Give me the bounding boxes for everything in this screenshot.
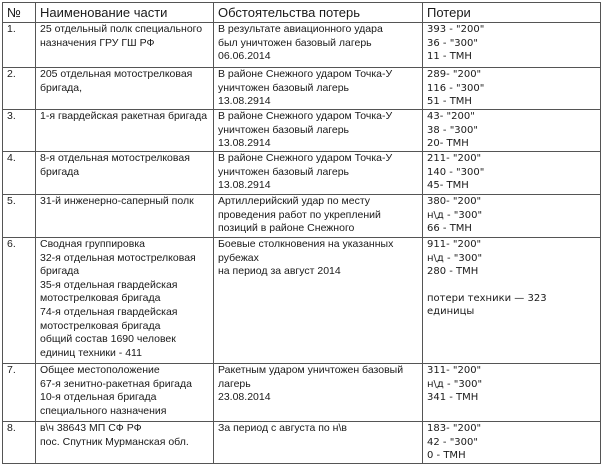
row-number: 5.: [3, 195, 36, 238]
unit-name: 25 отдельный полк специального назначения ГРУ ГШ РФ: [36, 23, 214, 68]
losses: [423, 238, 601, 364]
circumstances: В районе Снежного ударом Точка-У уничтожен базовый лагерь 13.08.2914: [214, 110, 423, 152]
header-num: №: [3, 3, 36, 23]
losses: [423, 422, 601, 464]
row-number: 7.: [3, 364, 36, 422]
circumstances: Ракетным ударом уничтожен базовый лагерь 23.08.2014: [214, 364, 423, 422]
losses: [423, 152, 601, 195]
losses-text: 380- "200" н\д - "300" 66 - ТМН: [427, 196, 483, 235]
table-row: [3, 422, 601, 464]
losses: [423, 68, 601, 110]
circumstances: В районе Снежного ударом Точка-У уничтожен базовый лагерь 13.08.2914: [214, 68, 423, 110]
row-number: 1.: [3, 23, 36, 68]
circumstances: В районе Снежного ударом Точка-У уничтожен базовый лагерь 13.08.2914: [214, 152, 423, 195]
equipment-loss-note: потери техники — 323 единицы: [427, 292, 547, 318]
unit-name: 1-я гвардейская ракетная бригада: [36, 110, 214, 152]
header-losses: Потери: [423, 3, 601, 23]
row-number: 3.: [3, 110, 36, 152]
circumstances: Артиллерийский удар по месту проведения работ по укреплений позиций в районе Снежного: [214, 195, 423, 238]
table-row: [3, 152, 601, 195]
header-row: [3, 3, 601, 23]
unit-name: 8-я отдельная мотострелковая бригада: [36, 152, 214, 195]
losses-text: 311- "200" н\д - "300" 341 - ТМН: [427, 365, 483, 404]
unit-name: 205 отдельная мотострелковая бригада,: [36, 68, 214, 110]
losses-text: 911- "200" н\д - "300" 280 - ТМН: [427, 239, 483, 278]
losses: [423, 23, 601, 68]
table-row: [3, 110, 601, 152]
circumstances: За период с августа по н\в: [214, 422, 423, 464]
losses-table: [2, 2, 601, 464]
row-number: 8.: [3, 422, 36, 464]
losses-text: 289- "200" 116 - "300" 51 - ТМН: [427, 69, 485, 108]
losses-text: 393 - "200" 36 - "300" 11 - ТМН: [427, 24, 485, 63]
losses-text: 183- "200" 42 - "300" 0 - ТМН: [427, 423, 482, 462]
header-unit: Наименование части: [36, 3, 214, 23]
losses: [423, 195, 601, 238]
row-number: 4.: [3, 152, 36, 195]
row-number: 2.: [3, 68, 36, 110]
losses: [423, 110, 601, 152]
unit-name: Общее местоположение 67-я зенитно-ракетная бригада 10-я отдельная бригада специального назначения: [36, 364, 214, 422]
losses-text: 211- "200" 140 - "300" 45- ТМН: [427, 153, 485, 192]
table-row: [3, 23, 601, 68]
header-circumstances: Обстоятельства потерь: [214, 3, 423, 23]
table-row: [3, 238, 601, 364]
table-row: [3, 364, 601, 422]
circumstances: Боевые столкновения на указанных рубежах на период за август 2014: [214, 238, 423, 364]
circumstances: В результате авиационного удара был уничтожен базовый лагерь 06.06.2014: [214, 23, 423, 68]
unit-name: 31-й инженерно-саперный полк: [36, 195, 214, 238]
row-number: 6.: [3, 238, 36, 364]
unit-name: Сводная группировка 32-я отдельная мотострелковая бригада 35-я отдельная гвардейская мотострелковая бригада 74-я отдельная гвардейская мотострелковая бригада общий состав 1690 человек единиц техники - 411: [36, 238, 214, 364]
table-row: [3, 195, 601, 238]
losses-text: 43- "200" 38 - "300" 20- ТМН: [427, 111, 478, 150]
losses: [423, 364, 601, 422]
unit-name: в\ч 38643 МП СФ РФ пос. Спутник Мурманская обл.: [36, 422, 214, 464]
table-row: [3, 68, 601, 110]
